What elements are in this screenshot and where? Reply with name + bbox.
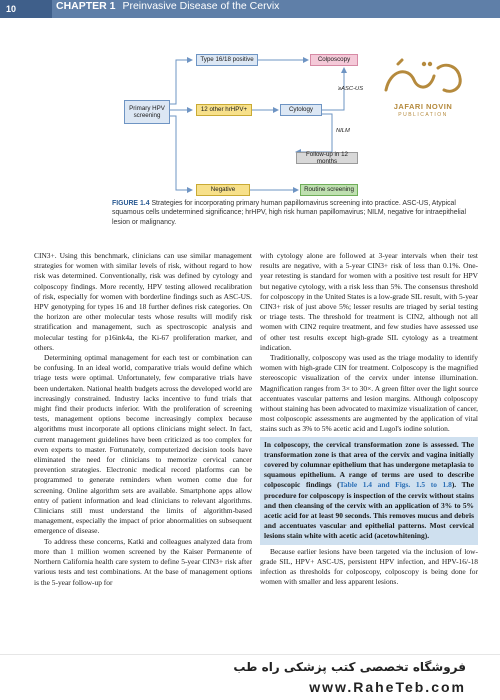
cytology-box: Cytology: [280, 104, 322, 116]
left-paragraph-2: Determining optimal management for each test or combination can be confusing. In an ideal world, comparative trials would define which triage tests were optimal. Unfortunately, few comparative trials have been undertaken. National health budgets across the developed world are increasingly constrained. Industry lacks incentive to fund trials that might find their products inferior. With the proliferation of screening tests, management options become increasingly complex because algorithms must incorporate all options clinicians might select. In fact, current management guidelines have been criticized as too complex for even experts to master. Fortunately, computerized decision tools have eliminated the need for clinicians to memorize cervical cancer prevention strategies. Electronic medical record platforms can be programmed to generate reminders when women come due for screening. Online algorithm sets are available. Smartphone apps allow entry of patient information and lead clinicians to relevant algorithms. Clinicians still must understand the limits of algorithm-based management, especially the impact of prior abnormalities on subsequent emergence of disease.: [34, 353, 252, 536]
ascus-arrow-label: ≥ASC-US: [338, 86, 364, 92]
figure-caption: [112, 199, 482, 227]
left-text-column: [34, 251, 252, 588]
right-text-column: [260, 251, 478, 588]
left-paragraph-1: CIN3+. Using this benchmark, clinicians can use similar management strategies for women with similar levels of risk, without regard to how risk was determined. Conventionally, risk was defined by cytology and colposcopy findings. More recently, HPV testing allowed recalibration of risk, especially for women with borderline findings such as ASC-US. HPV genotyping for types 16 and 18 further defines risk categories. On the horizon are other molecular tests whose results will modify risk stratification and management, such as spectroscopic analysis and molecular testing for p16ink4a, the Ki-67 proliferation marker, and others.: [34, 251, 252, 352]
logo-brand-text: JAFARI NOVIN: [393, 102, 453, 111]
chapter-heading: [56, 0, 279, 18]
right-paragraph-2: Traditionally, colposcopy was used as the triage modality to identify women with high-grade CIN for treatment. Colposcopy is the magnified stereoscopic visualization of the cervix under intense illumination. Magnification ranges from 3× to 30×. A green filter over the light source accentuates vascular patterns and lesion margins. Although colposcopy without staining has been advocated to maximize visualization of cancer, most colposcopic assessments are augmented by the application of vital stains such as 3% to 5% acetic acid and Lugol's iodine solution.: [260, 353, 478, 434]
figure-reference-link[interactable]: Table 1.4 and Figs. 1.5 to 1.8: [339, 480, 452, 490]
key-point-box: [260, 437, 478, 545]
nilm-arrow-label: NILM: [336, 128, 350, 134]
other-hrhpv-box: 12 other hrHPV+: [196, 104, 252, 116]
page-number: 10: [0, 0, 52, 18]
routine-screening-box: Routine screening: [300, 184, 358, 196]
primary-hpv-screening-box: Primary HPV screening: [124, 100, 170, 124]
calligraphy-emblem: [368, 56, 478, 102]
colposcopy-box: Colposcopy: [310, 54, 358, 66]
follow-up-box: Follow-up in 12 months: [296, 152, 358, 164]
footer-url[interactable]: www.RaheTeb.com: [309, 679, 466, 695]
negative-box: Negative: [196, 184, 250, 196]
figure-caption-text: Strategies for incorporating primary human papillomavirus screening into practice. ASC-US, Atypical squamous cells undetermined significance; hrHPV, high risk human papillomavirus; NILM, negative for intraepithelial lesion or malignancy.: [112, 200, 467, 226]
figure-label: FIGURE 1.4: [112, 200, 150, 207]
type-16-18-positive-box: Type 16/18 positive: [196, 54, 258, 66]
publisher-logo: [368, 56, 478, 126]
right-paragraph-1: with cytology alone are followed at 3-year intervals when their test results are negative, with a 5-year CIN3+ risk of less than 0.1%. One-year retesting is standard for women with a positive test result for HPV but negative cytology, with a risk less than 5%. The consensus threshold for colposcopy in the United States is a low-grade SIL result, with 5-year CIN3+ risk of just above 5%; lesser results are triaged by serial testing or triage tests. The threshold for treatment is CIN2, although not all women with CIN2 require treatment, and few studies have assessed use of other test results except high-grade SIL cytology as a treatment indication.: [260, 251, 478, 352]
chapter-label: CHAPTER 1: [56, 0, 116, 12]
left-paragraph-3: To address these concerns, Katki and colleagues analyzed data from more than 1 million women screened by the Kaiser Permanente of Northern California health care system to define 5-year CIN3+ risk after various tests and test combinations. At the base of management options is the 5-year follow-up for: [34, 536, 252, 587]
key-point-text-a: In colposcopy, the cervical transformation zone is assessed. The transformation zone is that area of the cervix and vagina initially covered by columnar epithelium that has undergone metaplasia to squamous epithelium. A range of terms are used to describe colposcopic findings (: [264, 439, 474, 490]
page-header: [0, 0, 500, 18]
watermark-footer: [0, 654, 500, 700]
footer-persian-text: فروشگاه تخصصی کتب پزشکی راه طب: [233, 660, 466, 674]
chapter-title: Preinvasive Disease of the Cervix: [122, 0, 280, 12]
logo-sub-text: PUBLICATION: [398, 112, 448, 118]
key-point-text-b: ). The procedure for colposcopy is inspection of the cervix without stains and then cleansing of the cervix with an application of 3% to 5% acetic acid for at least 90 seconds. This removes mucus and debris and accentuates vascular and epithelial patterns. Most cervical lesions stain white with acetic acid (acetowhitening).: [264, 480, 474, 541]
right-paragraph-3: Because earlier lesions have been targeted via the inclusion of low-grade SIL, HPV+ ASC-US, persistent HPV infection, and HPV-16/-18 infection as thresholds for colposcopy, colposcopy is being done for women with smaller and less apparent lesions.: [260, 546, 478, 587]
